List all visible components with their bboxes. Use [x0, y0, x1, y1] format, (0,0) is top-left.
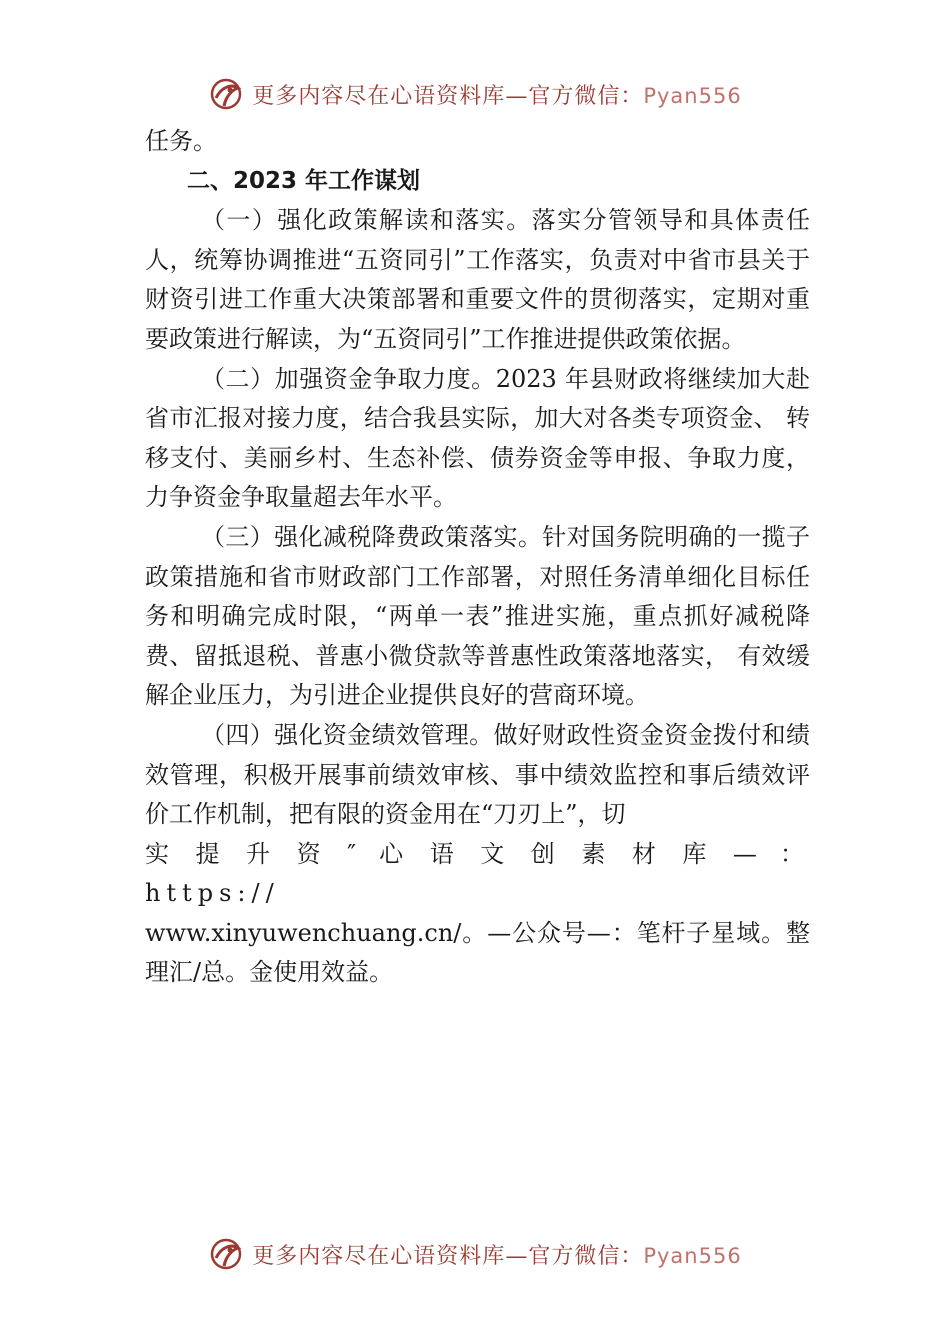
header-banner	[0, 70, 950, 118]
document-body	[145, 122, 810, 993]
header-banner-text	[252, 79, 741, 110]
header-banner-handle: Pyan556	[643, 83, 742, 108]
header-banner-sep: —官方微信：	[505, 83, 644, 109]
paragraph-4: （四）强化资金绩效管理。做好财政性资金资金拨付和绩效管理，积极开展事前绩效审核、事中绩效监控和事后绩效评价工作机制，把有限的资金用在“刀刃上”，切	[145, 720, 810, 829]
paragraph-3: （三）强化减税降费政策落实。针对国务院明确的一揽子政策措施和省市财政部门工作部署，对照任务清单细化目标任务和明确完成时限，“两单一表”推进实施，重点抓好减税降费、留抵退税、普惠小微贷款等普惠性政策落地落实， 有效缓解企业压力，为引进企业提供良好的营商环境。	[145, 522, 810, 710]
section-heading: 二、2023 年工作谋划	[187, 167, 421, 194]
footer-banner-handle: Pyan556	[643, 1243, 742, 1268]
footer-banner	[0, 1230, 950, 1278]
xinyu-logo-icon	[208, 76, 244, 112]
footer-banner-main: 更多内容尽在心语资料库	[252, 1243, 506, 1269]
footer-banner-sep: —官方微信：	[505, 1243, 644, 1269]
footer-banner-text	[252, 1239, 741, 1270]
header-banner-main: 更多内容尽在心语资料库	[252, 83, 506, 109]
xinyu-logo-icon	[208, 1236, 244, 1272]
paragraph-4-end: www.xinyuwenchuang.cn/。—公众号—：笔杆子星域。整理汇/总。金使用效益。	[145, 918, 810, 987]
paragraph-4-watermark-line: 实 提 升 资 ″ 心 语 文 创 素 材 库 — ： https://	[145, 839, 810, 908]
continuation-line: 任务。	[145, 127, 217, 155]
paragraph-1: （一）强化政策解读和落实。落实分管领导和具体责任人，统筹协调推进“五资同引”工作落实，负责对中省市县关于财资引进工作重大决策部署和重要文件的贯彻落实，定期对重要政策进行解读，为“五资同引”工作推进提供政策依据。	[145, 206, 810, 353]
paragraph-2: （二）加强资金争取力度。2023 年县财政将继续加大赴省市汇报对接力度，结合我县实际，加大对各类专项资金、 转移支付、美丽乡村、生态补偿、债券资金等申报、争取力度，力争资金争取量超去年水平。	[145, 364, 810, 512]
